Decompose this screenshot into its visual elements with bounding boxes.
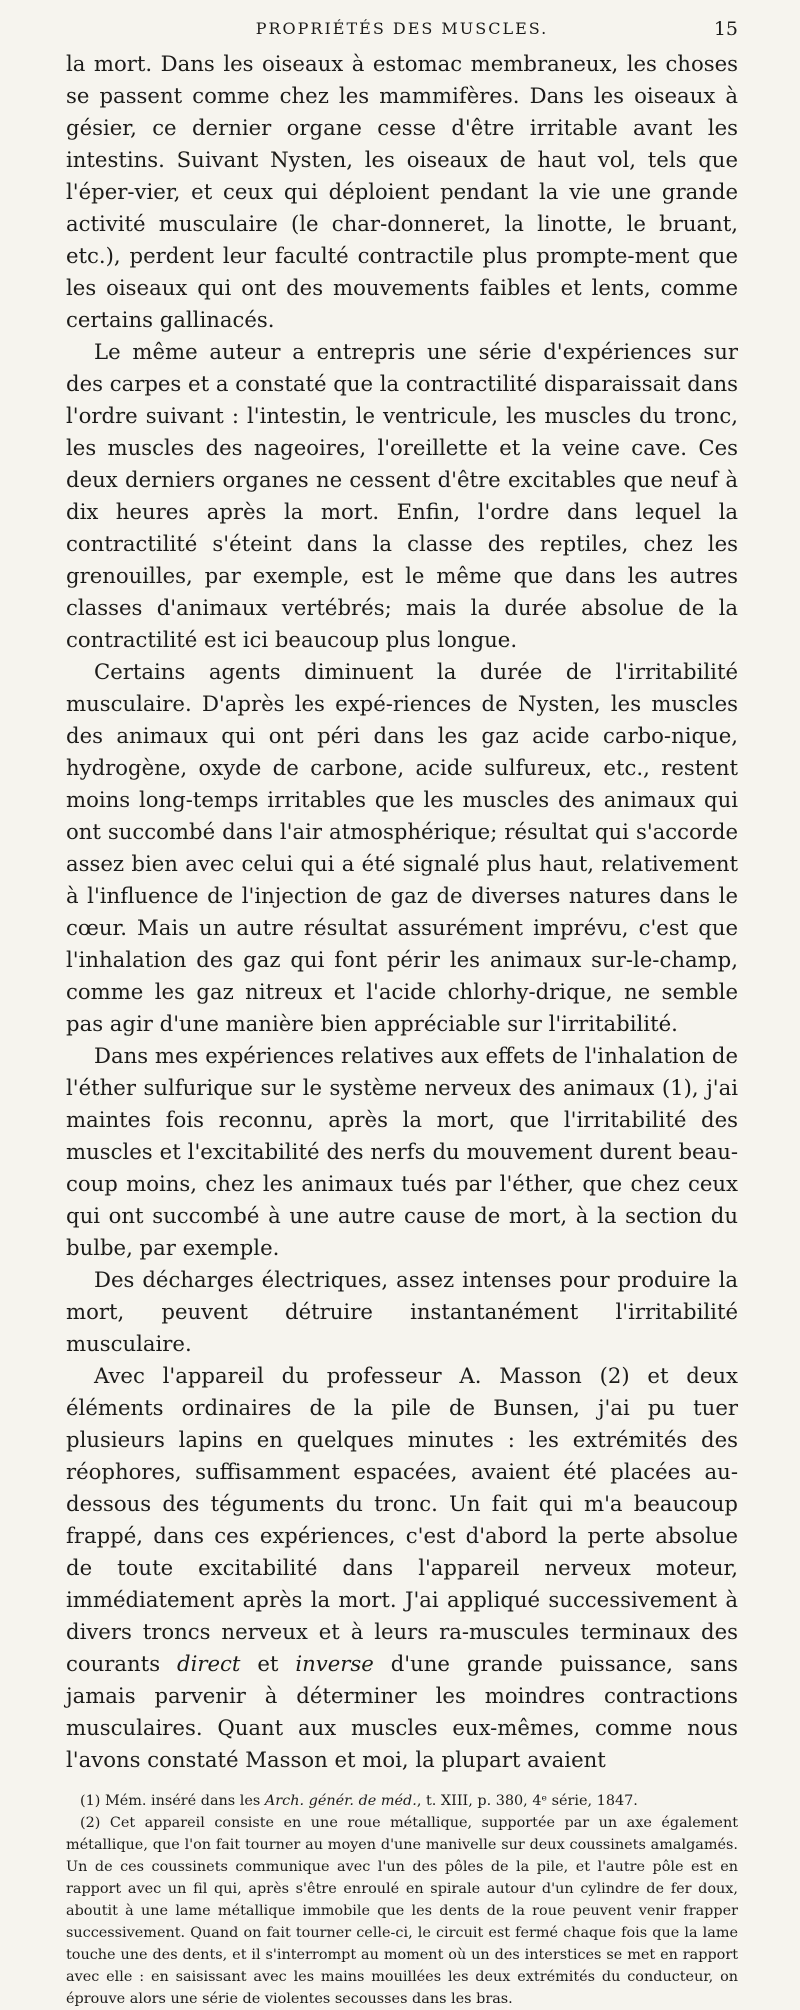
paragraph-masson-text-b: et — [240, 1651, 296, 1676]
paragraph-agents: Certains agents diminuent la durée de l'irritabilité musculaire. D'après les expé-riences de Nysten, les muscles des animaux qui ont péri dans les gaz acide carbo-nique, hydrogène, oxyde de carbone, acide sulfureux, etc., restent moins long-temps irritables que les muscles des animaux qui ont succombé dans l'air atmosphérique; résultat qui s'accorde assez bien avec celui qui a été signalé plus haut, relativement à l'influence de l'injection de gaz de diverses natures dans le cœur. Mais un autre résultat assurément imprévu, c'est que l'inhalation des gaz qui font périr les animaux sur-le-champ, comme les gaz nitreux et l'acide chlorhy-drique, ne semble pas agir d'une manière bien appréciable sur l'irritabilité. — [66, 659, 738, 1036]
paragraph-carpes: Le même auteur a entrepris une série d'expériences sur des carpes et a constaté que la contractilité disparaissait dans l'ordre suivant : l'intestin, le ventricule, les muscles du tronc, les muscles des nageoires, l'oreillette et la veine cave. Ces deux derniers organes ne cessent d'être excitables que neuf à dix heures après la mort. Enfin, l'ordre dans lequel la contractilité s'éteint dans la classe des reptiles, chez les grenouilles, par exemple, est le même que dans les autres classes d'animaux vertébrés; mais la durée absolue de la contractilité est ici beaucoup plus longue. — [66, 339, 738, 652]
paragraph-masson-text-c: d'une grande puissance, sans jamais parvenir à déterminer les moindres contractions musculaires. Quant aux muscles eux-mêmes, comme nous l'avons constaté Masson et moi, la plupart avaient — [66, 1651, 738, 1772]
footnote-1 — [66, 1790, 738, 1812]
paragraph-continuation: la mort. Dans les oiseaux à estomac membraneux, les choses se passent comme chez les mammifères. Dans les oiseaux à gésier, ce dernier organe cesse d'être irritable avant les intestins. Suivant Nysten, les oiseaux de haut vol, tels que l'éper-vier, et ceux qui déploient pendant la vie une grande activité musculaire (le char-donneret, la linotte, le bruant, etc.), perdent leur faculté contractile plus prompte-ment que les oiseaux qui ont des mouvements faibles et lents, comme certains gallinacés. — [66, 51, 738, 332]
footnotes — [66, 1790, 738, 2010]
paragraph-masson — [66, 1360, 738, 1776]
page-number: 15 — [713, 18, 738, 40]
body-text — [66, 48, 738, 1776]
footnote-1-text-a: (1) Mém. inséré dans les — [80, 1793, 265, 1809]
footnote-1-text-b: , t. XIII, p. 380, 4ᵉ série, 1847. — [416, 1793, 638, 1809]
paragraph-ether: Dans mes expériences relatives aux effets de l'inhalation de l'éther sulfurique sur le système nerveux des animaux (1), j'ai maintes fois reconnu, après la mort, que l'irritabilité des muscles et l'excitabilité des nerfs du mouvement durent beau-coup moins, chez les animaux tués par l'éther, que chez ceux qui ont succombé à une autre cause de mort, à la section du bulbe, par exemple. — [66, 1043, 738, 1260]
paragraph-decharges: Des décharges électriques, assez intenses pour produire la mort, peuvent détruire instantanément l'irritabilité musculaire. — [66, 1267, 738, 1356]
footnote-2: (2) Cet appareil consiste en une roue métallique, supportée par un axe également métallique, que l'on fait tourner au moyen d'une manivelle sur deux coussinets amalgamés. Un de ces coussinets communique avec l'un des pôles de la pile, et l'autre pôle est en rapport avec un fil qui, après s'être enroulé en spirale autour d'un cylindre de fer doux, aboutit à une lame métallique immobile que les dents de la roue peuvent venir frapper successivement. Quand on fait tourner celle-ci, le circuit est fermé chaque fois que la lame touche une des dents, et il s'interrompt au moment où un des interstices se met en rapport avec elle : en saisissant avec les mains mouillées les deux extrémités du conducteur, on éprouve alors une série de violentes secousses dans les bras. — [66, 1815, 738, 2007]
word-inverse: inverse — [295, 1651, 374, 1676]
paragraph-masson-text-a: Avec l'appareil du professeur A. Masson (2) et deux éléments ordinaires de la pile de Bunsen, j'ai pu tuer plusieurs lapins en quelques minutes : les extrémités des réophores, suffisamment espacées, avaient été placées au-dessous des téguments du tronc. Un fait qui m'a beaucoup frappé, dans ces expériences, c'est d'abord la perte absolue de toute excitabilité dans l'appareil nerveux moteur, immédiatement après la mort. J'ai appliqué successivement à divers troncs nerveux et à leurs ra-muscules terminaux des courants — [66, 1363, 738, 1676]
word-direct: direct — [177, 1651, 241, 1676]
footnote-1-journal: Arch. génér. de méd. — [264, 1793, 417, 1809]
running-head: PROPRIÉTÉS DES MUSCLES. — [255, 19, 549, 38]
page-header — [66, 14, 738, 44]
